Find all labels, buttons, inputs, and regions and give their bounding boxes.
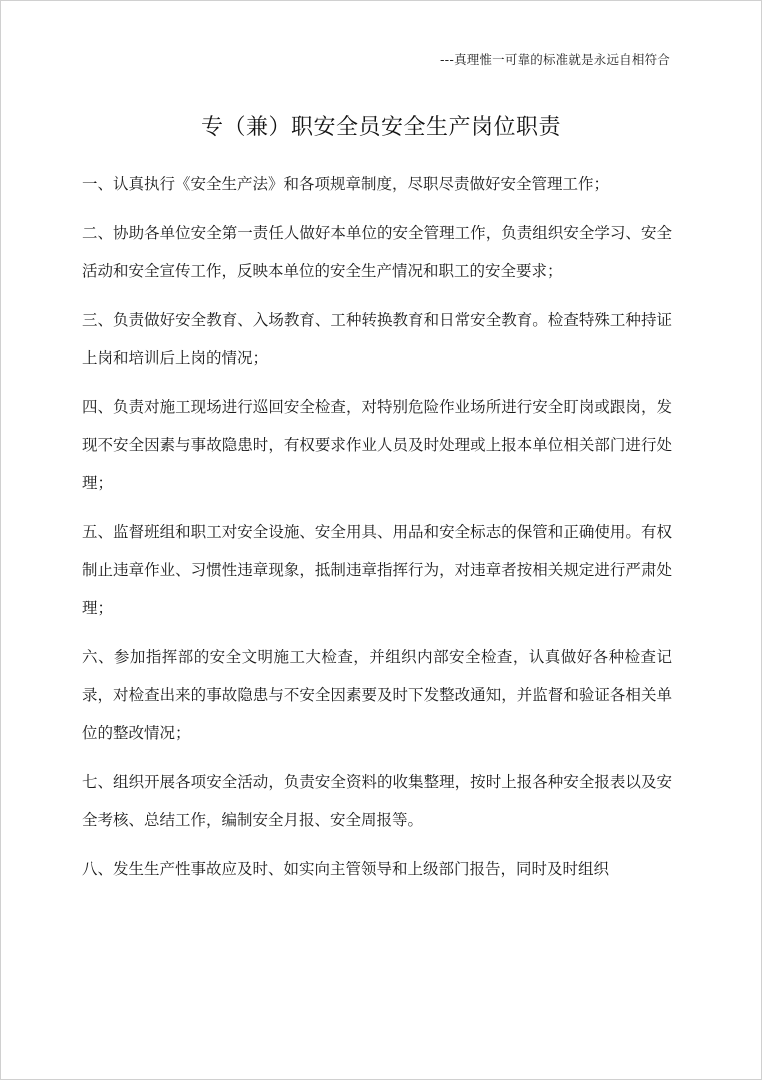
duty-item-4: 四、负责对施工现场进行巡回安全检查，对特别危险作业场所进行安全盯岗或跟岗，发现不安全因素与事故隐患时，有权要求作业人员及时处理或上报本单位相关部门进行处理； [82, 398, 672, 492]
duty-list [82, 165, 672, 899]
duty-item-6: 六、参加指挥部的安全文明施工大检查，并组织内部安全检查，认真做好各种检查记录，对检查出来的事故隐患与不安全因素要及时下发整改通知，并监督和验证各相关单位的整改情况； [82, 648, 672, 742]
duty-item-8: 八、发生生产性事故应及时、如实向主管领导和上级部门报告，同时及时组织 [82, 860, 610, 878]
duty-item-7: 七、组织开展各项安全活动，负责安全资料的收集整理，按时上报各种安全报表以及安全考核、总结工作，编制安全月报、安全周报等。 [82, 773, 672, 829]
duty-item-2: 二、协助各单位安全第一责任人做好本单位的安全管理工作，负责组织安全学习、安全活动和安全宣传工作，反映本单位的安全生产情况和职工的安全要求； [82, 224, 672, 280]
document-title: 专（兼）职安全员安全生产岗位职责 [200, 115, 561, 140]
header-motto: ---真理惟一可靠的标准就是永远自相符合 [439, 52, 670, 67]
duty-item-1: 一、认真执行《安全生产法》和各项规章制度，尽职尽责做好安全管理工作； [82, 175, 610, 193]
duty-item-3: 三、负责做好安全教育、入场教育、工种转换教育和日常安全教育。检查特殊工种持证上岗和培训后上岗的情况； [82, 311, 672, 367]
duty-item-5: 五、监督班组和职工对安全设施、安全用具、用品和安全标志的保管和正确使用。有权制止违章作业、习惯性违章现象，抵制违章指挥行为，对违章者按相关规定进行严肃处理； [82, 523, 672, 617]
